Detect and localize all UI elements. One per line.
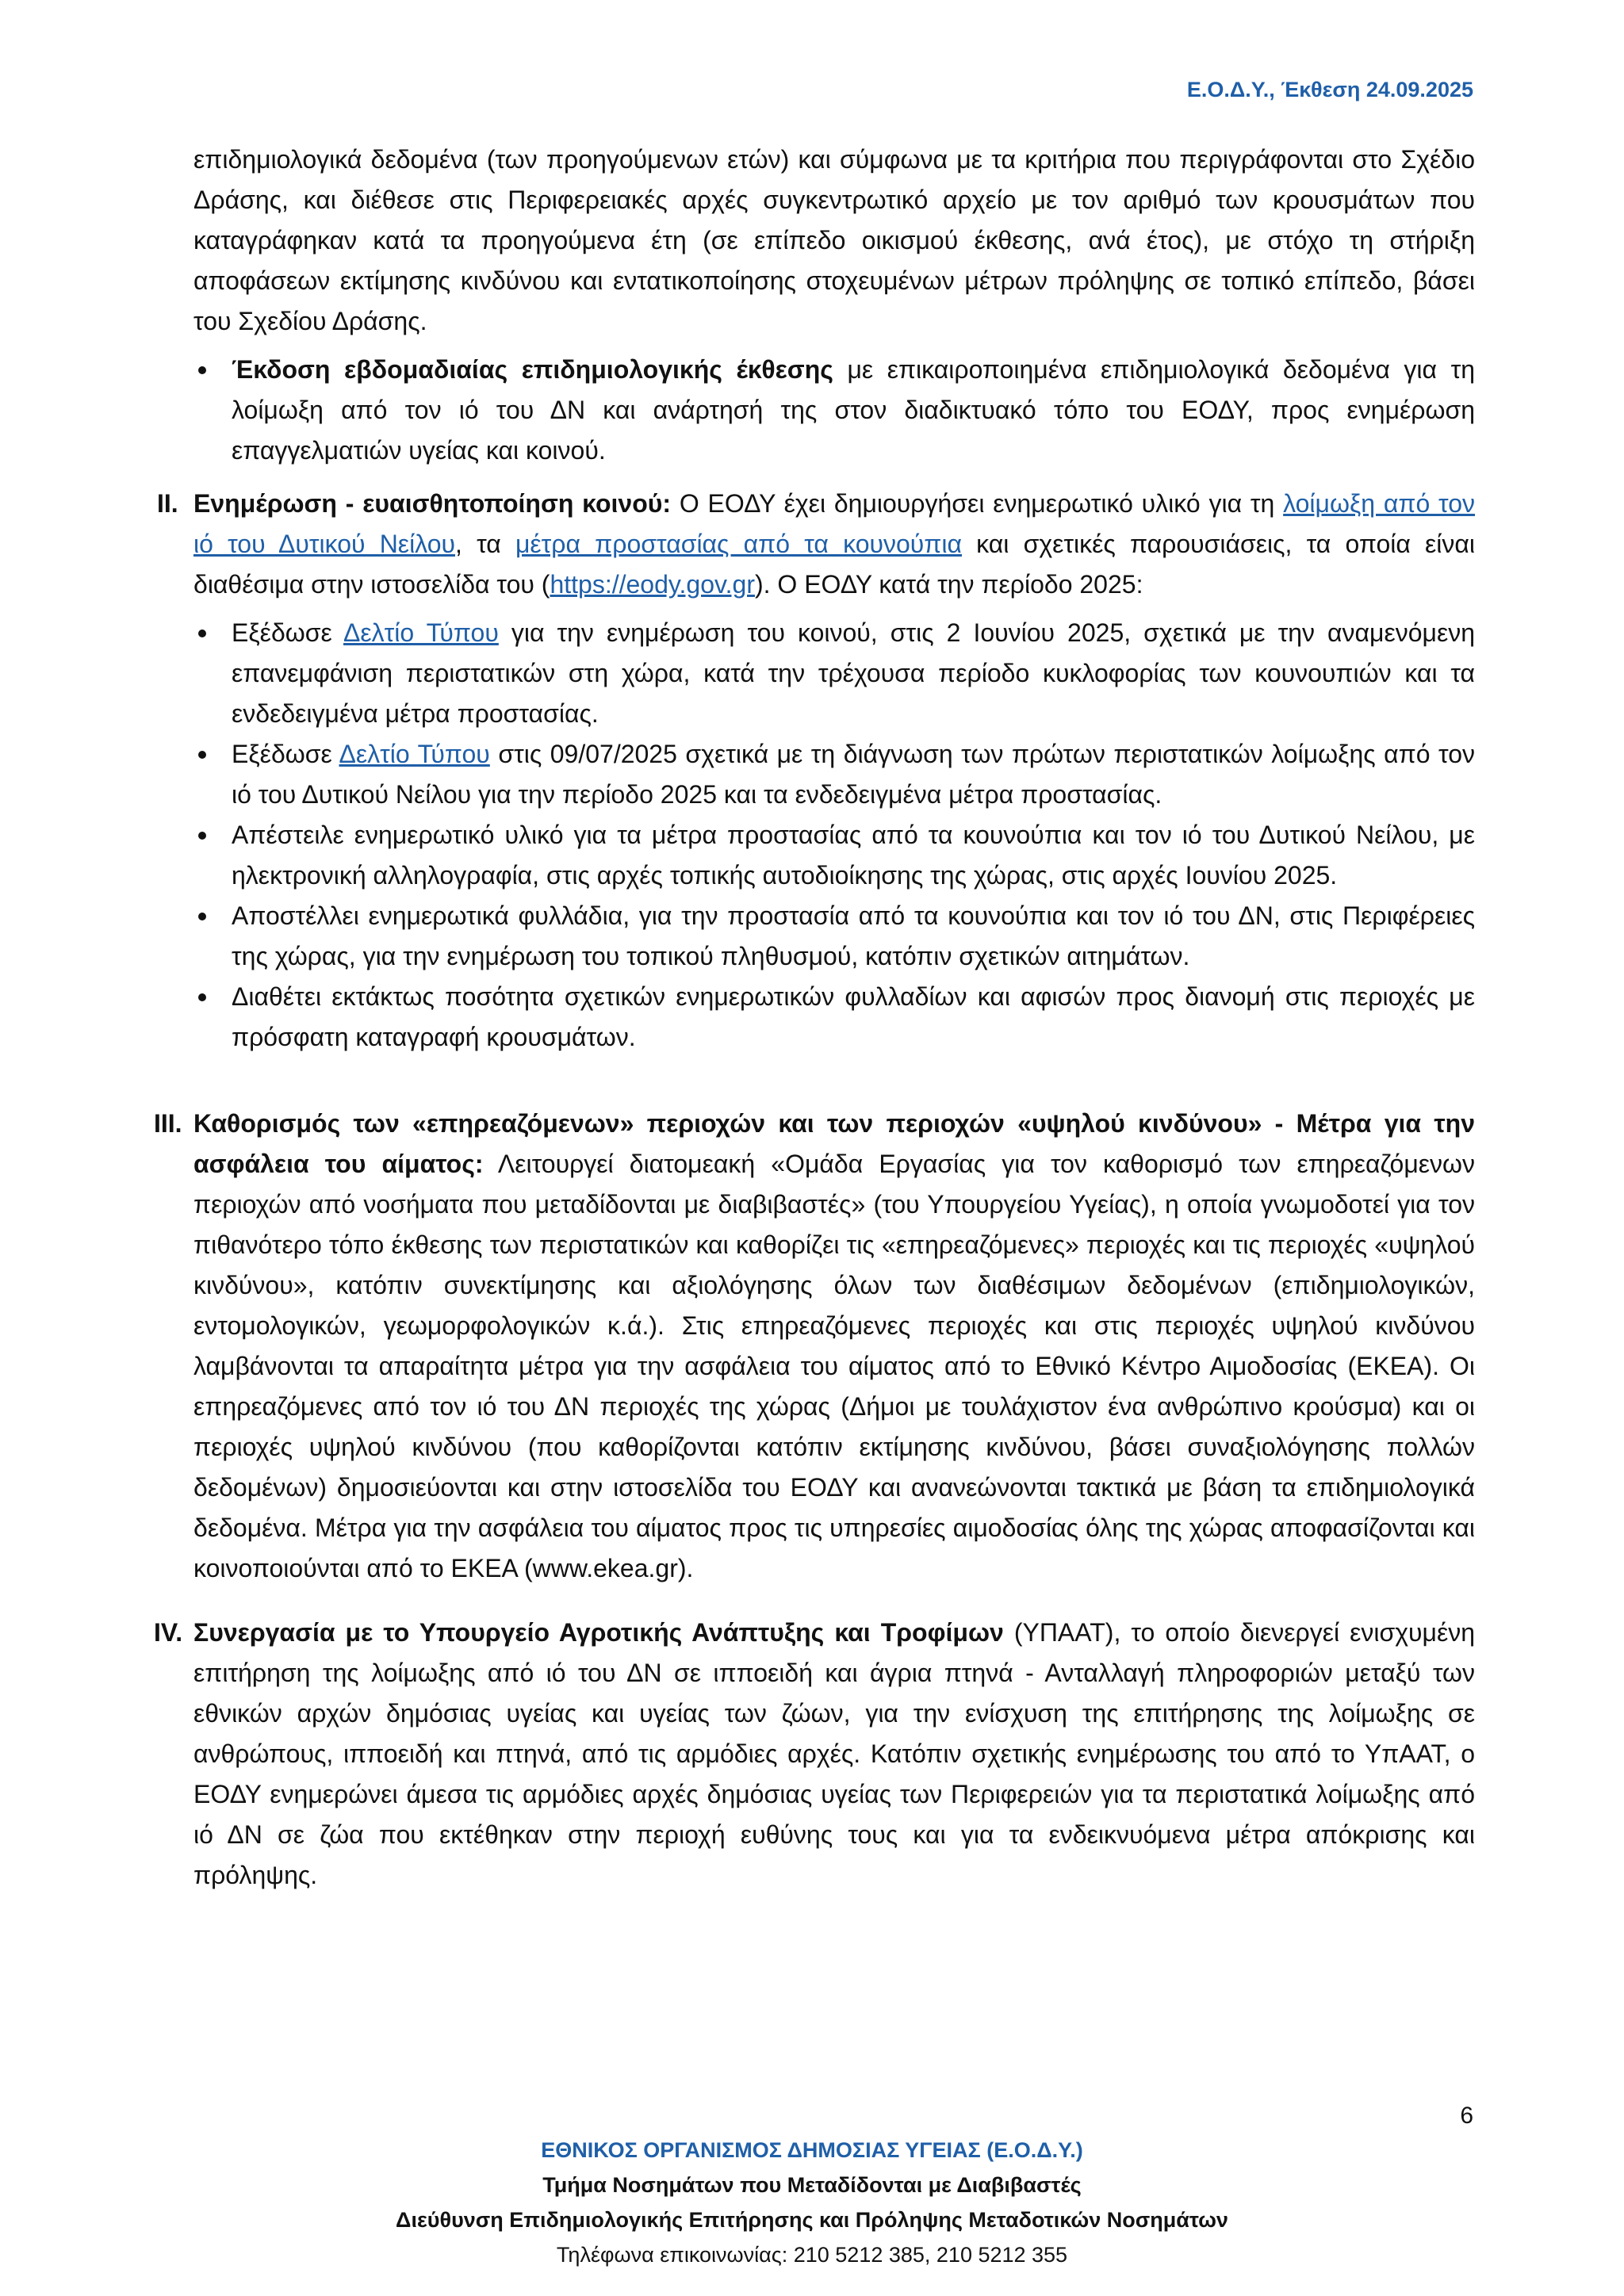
intro-paragraph: επιδημιολογικά δεδομένα (των προηγούμενων ετών) και σύμφωνα με τα κριτήρια που περιγράφονται στο Σχέδιο Δράσης, και διέθεσε στις Περιφερειακές αρχές συγκεντρωτικό αρχείο με τον αριθμό των κρουσμάτων που καταγράφηκαν κατά τα προηγούμενα έτη (σε επίπεδο οικισμού έκθεσης, ανά έτος), με στόχο τη στήριξη αποφάσεων εκτίμησης κινδύνου και εντατικοποίησης στοχευμένων μέτρων πρόληψης σε τοπικό επίπεδο, βάσει του Σχεδίου Δράσης.: [193, 145, 1475, 335]
section-title: Συνεργασία με το Υπουργείο Αγροτικής Ανάπτυξης και Τροφίμων: [193, 1618, 1004, 1647]
list-item: [193, 815, 1475, 896]
section-number: III.: [154, 1109, 182, 1138]
section-text: (ΥΠΑΑΤ), το οποίο διενεργεί ενισχυμένη επιτήρηση της λοίμωξης από ιό του ΔΝ σε ιπποειδή και άγρια πτηνά - Ανταλλαγή πληροφοριών μεταξύ των εθνικών αρχών δημόσιας υγείας και υγείας των ζώων, για την ενίσχυση της επιτήρησης της λοίμωξης σε ανθρώπους, ιπποειδή και πτηνά, από τις αρμόδιες αρχές. Κατόπιν σχετικής ενημέρωσης του από το ΥπΑΑΤ, ο ΕΟΔΥ ενημερώνει άμεσα τις αρμόδιες αρχές δημόσιας υγείας των Περιφερειών για τα περιστατικά λοίμωξης από ιό ΔΝ σε ζώα που εκτέθηκαν στην περιοχή ευθύνης τους και για τα ενδεικνυόμενα μέτρα απόκρισης και πρόληψης.: [193, 1618, 1476, 1889]
page-number: 6: [1460, 2103, 1473, 2129]
section-number: IV.: [154, 1618, 183, 1647]
footer-organization: ΕΘΝΙΚΟΣ ΟΡΓΑΝΙΣΜΟΣ ΔΗΜΟΣΙΑΣ ΥΓΕΙΑΣ (Ε.Ο.Δ.Υ.): [541, 2138, 1083, 2162]
intro-bullet-list: [193, 350, 1475, 471]
section-4-paragraph: [193, 1613, 1475, 1896]
section-text: , τα: [455, 530, 515, 558]
section-2: [157, 484, 1476, 1058]
list-item: [193, 896, 1475, 977]
bullet-text: στις 09/07/2025 σχετικά με τη διάγνωση των πρώτων περιστατικών λοίμωξης από τον ιό του Δυτικού Νείλου για την περίοδο 2025 και τα ενδεδειγμένα μέτρα προστασίας.: [232, 740, 1476, 809]
section-2-bullet-list: [193, 613, 1475, 1058]
section-text: Λειτουργεί διατομεακή «Ομάδα Εργασίας για τον καθορισμό των επηρεαζόμενων περιοχών από νοσήματα που μεταδίδονται με διαβιβαστές» (του Υπουργείου Υγείας), η οποία γνωμοδοτεί για τον πιθανότερο τόπο έκθεσης των περιστατικών και καθορίζει τις «επηρεαζόμενες» περιοχές και τις περιοχές «υψηλού κινδύνου», κατόπιν συνεκτίμησης και αξιολόγησης όλων των διαθέσιμων δεδομένων (επιδημιολογικών, εντομολογικών, γεωμορφολογικών κ.ά.). Στις επηρεαζόμενες περιοχές και στις περιοχές υψηλού κινδύνου λαμβάνονται τα απαραίτητα μέτρα για την ασφάλεια του αίματος από το Εθνικό Κέντρο Αιμοδοσίας (ΕΚΕΑ). Οι επηρεαζόμενες από τον ιό του ΔΝ περιοχές της χώρας (Δήμοι με τουλάχιστον ένα ανθρώπινο κρούσμα) και οι περιοχές υψηλού κινδύνου (που καθορίζονται κατόπιν εκτίμησης κινδύνου, βάσει συναξιολόγησης πολλών δεδομένων) δημοσιεύονται και στην ιστοσελίδα του ΕΟΔΥ και ανανεώνονται τακτικά με βάση τα επιδημιολογικά δεδομένα. Μέτρα για την ασφάλεια του αίματος προς τις υπηρεσίες αιμοδοσίας όλης της χώρας αποφασίζονται και κοινοποιούνται από το ΕΚΕΑ (www.ekea.gr).: [193, 1150, 1476, 1582]
list-item: [193, 613, 1475, 734]
footer-phones: Τηλέφωνα επικοινωνίας: 210 5212 385, 210 5212 355: [556, 2243, 1068, 2267]
section-title: Καθορισμός των «επηρεαζόμενων» περιοχών και των περιοχών «υψηλού κινδύνου» - Μέτρα για την ασφάλεια του αίματος:: [193, 1109, 1475, 1178]
list-item: [193, 350, 1475, 471]
link-wnv-infection[interactable]: λοίμωξη από τον ιό του Δυτικού Νείλου: [193, 489, 1476, 558]
bullet-text: Αποστέλλει ενημερωτικά φυλλάδια, για την προστασία από τα κουνούπια και τον ιό του ΔΝ, στις Περιφέρειες της χώρας, για την ενημέρωση του τοπικού πληθυσμού, κατόπιν σχετικών αιτημάτων.: [232, 901, 1475, 970]
section-2-paragraph: [193, 484, 1475, 605]
section-3: [154, 1104, 1476, 1589]
section-number: II.: [157, 489, 178, 518]
section-text: ). Ο ΕΟΔΥ κατά την περίοδο 2025:: [754, 570, 1143, 599]
bullet-text: Εξέδωσε: [232, 740, 339, 768]
header-reference: Ε.Ο.Δ.Υ., Έκθεση 24.09.2025: [1186, 78, 1473, 101]
link-mosquito-protection[interactable]: μέτρα προστασίας από τα κουνούπια: [515, 530, 962, 558]
bullet-text: Διαθέτει εκτάκτως ποσότητα σχετικών ενημερωτικών φυλλαδίων και αφισών προς διανομή στις περιοχές με πρόσφατη καταγραφή κρουσμάτων.: [232, 982, 1475, 1051]
page-footer: [0, 2133, 1624, 2272]
link-press-release[interactable]: Δελτίο Τύπου: [339, 740, 490, 768]
list-item: [193, 734, 1475, 815]
bullet-text: για την ενημέρωση του κοινού, στις 2 Ιουνίου 2025, σχετικά με την αναμενόμενη επανεμφάνιση περιστατικών στη χώρα, κατά την τρέχουσα περίοδο κυκλοφορίας των κουνουπιών και τα ενδεδειγμένα μέτρα προστασίας.: [232, 618, 1476, 728]
section-3-paragraph: [193, 1104, 1475, 1589]
document-body: [154, 140, 1476, 1896]
bullet-text: Εξέδωσε: [232, 618, 344, 647]
bullet-text: με επικαιροποιημένα επιδημιολογικά δεδομένα για τη λοίμωξη από τον ιό του ΔΝ και ανάρτησή της στον διαδικτυακό τόπο του ΕΟΔΥ, προς ενημέρωση επαγγελματιών υγείας και κοινού.: [232, 355, 1475, 465]
section-text: Ο ΕΟΔΥ έχει δημιουργήσει ενημερωτικό υλικό για τη: [671, 489, 1284, 518]
link-eody-website[interactable]: https://eody.gov.gr: [550, 570, 755, 599]
section-title: Ενημέρωση - ευαισθητοποίηση κοινού:: [193, 489, 672, 518]
section-4: [154, 1613, 1476, 1896]
link-press-release[interactable]: Δελτίο Τύπου: [343, 618, 499, 647]
bullet-text: Απέστειλε ενημερωτικό υλικό για τα μέτρα προστασίας από τα κουνούπια και τον ιό του Δυτικού Νείλου, με ηλεκτρονική αλληλογραφία, στις αρχές τοπικής αυτοδιοίκησης της χώρας, στις αρχές Ιουνίου 2025.: [232, 821, 1475, 890]
list-item: [193, 977, 1475, 1058]
footer-directorate: Διεύθυνση Επιδημιολογικής Επιτήρησης και Πρόληψης Μεταδοτικών Νοσημάτων: [396, 2208, 1228, 2232]
bullet-bold-lead: Έκδοση εβδομαδιαίας επιδημιολογικής έκθεσης: [232, 355, 833, 384]
section-text: και σχετικές παρουσιάσεις, τα οποία είναι διαθέσιμα στην ιστοσελίδα του (: [193, 530, 1476, 599]
footer-department: Τμήμα Νοσημάτων που Μεταδίδονται με Διαβιβαστές: [542, 2173, 1082, 2197]
